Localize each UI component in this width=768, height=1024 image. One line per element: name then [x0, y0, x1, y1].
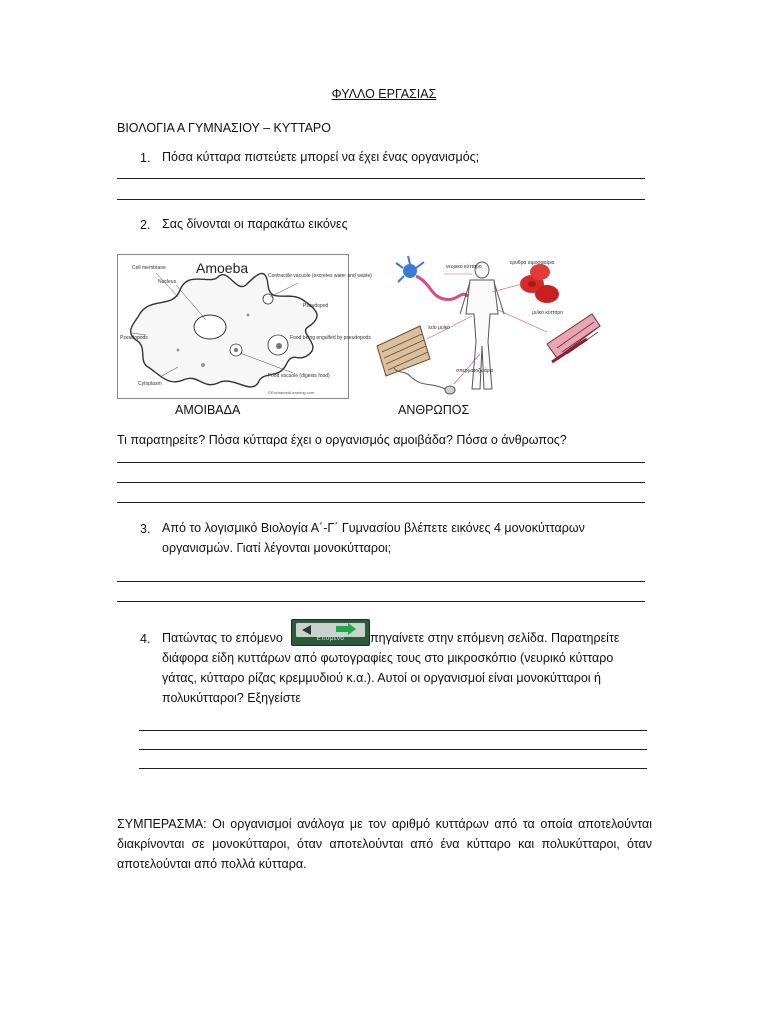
conclusion-label: ΣΥΜΠΕΡΑΣΜΑ:	[117, 817, 207, 831]
next-button-image	[291, 619, 370, 646]
label-pseudopod: Pseudopod	[303, 303, 329, 309]
page-title: ΦΥΛΛΟ ΕΡΓΑΣΙΑΣ	[331, 87, 437, 101]
answer-line[interactable]	[117, 482, 645, 483]
forward-arrow-icon	[336, 626, 348, 632]
answer-line[interactable]	[139, 749, 647, 750]
q2-followup-text: Τι παρατηρείτε? Πόσα κύτταρα έχει ο οργανισμός αμοιβάδα? Πόσα ο άνθρωπος?	[117, 433, 567, 447]
q2-number: 2.	[140, 218, 151, 232]
q4-text-line4: πολυκύτταροι? Εξηγείστε	[162, 691, 301, 705]
conclusion-paragraph	[117, 814, 652, 874]
q3-text-line2: οργανισμών. Γιατί λέγονται μονοκύτταροι;	[162, 541, 392, 555]
conclusion-text: Οι οργανισμοί ανάλογα με τον αριθμό κυττάρων από τα οποία αποτελούνται διακρίνονται σε μονοκύτταροι, όταν αποτελούνται από ένα κύτταρο και πολυκύτταροι, όταν αποτελούνται από πολλά κύτταρα.	[117, 817, 652, 871]
sperm-icon	[394, 368, 455, 394]
label-red-blood-cells: ερυθρά αιμοσφαίρια	[510, 260, 555, 266]
answer-line[interactable]	[139, 730, 647, 731]
amoeba-diagram	[118, 255, 372, 398]
q1-text: Πόσα κύτταρα πιστεύετε μπορεί να έχει ένας οργανισμός;	[162, 150, 480, 164]
human-cells-diagram	[372, 254, 612, 397]
q3-number: 3.	[140, 522, 151, 536]
q1-number: 1.	[140, 151, 151, 165]
amoeba-figure	[117, 254, 372, 399]
q2-text: Σας δίνονται οι παρακάτω εικόνες	[162, 217, 348, 231]
next-button-label: Επόμενο	[316, 636, 345, 642]
muscle-cell-icon	[547, 314, 600, 362]
q4-number: 4.	[140, 632, 151, 646]
label-pseudopods: Pseudopods	[120, 335, 148, 341]
label-smooth-muscle: λείο μυϊκό	[428, 325, 450, 331]
label-food-engulfed: Food being engulfed by pseudopods	[290, 335, 371, 341]
q4-text-line3: γάτας, κύτταρο ρίζας κρεμμυδιού κ.α.). Αυτοί οι οργανισμοί είναι μονοκύτταροι ή	[162, 671, 602, 685]
label-food-vacuole: Food vacuole (digests food)	[268, 373, 330, 379]
answer-line[interactable]	[117, 178, 645, 179]
label-cytoplasm: Cytoplasm	[138, 381, 162, 387]
answer-line[interactable]	[117, 601, 645, 602]
q4-text-after: πηγαίνετε στην επόμενη σελίδα. Παρατηρείτε	[370, 631, 620, 645]
nerve-cell-icon	[396, 256, 468, 299]
label-cell-membrane: Cell membrane	[132, 265, 166, 271]
label-sperm: σπερματοζωάριο	[456, 368, 494, 374]
answer-line[interactable]	[117, 502, 645, 503]
smooth-muscle-icon	[377, 326, 430, 376]
answer-line[interactable]	[117, 462, 645, 463]
label-nucleus: Nucleus	[158, 279, 177, 285]
label-contractile-vacuole: Contractile vacuole (excretes water and waste)	[268, 273, 372, 279]
red-blood-cells-icon	[520, 264, 559, 303]
label-muscle-cell: μυϊκό κύτταρο	[532, 310, 563, 316]
credit-text: ©EnchantedLearning.com	[268, 390, 315, 395]
human-caption: ΑΝΘΡΩΠΟΣ	[398, 403, 470, 417]
q3-text-line1: Από το λογισμικό Βιολογία Α΄-Γ΄ Γυμνασίου βλέπετε εικόνες 4 μονοκύτταρων	[162, 521, 585, 535]
label-nerve-cell: νευρικό κύτταρο	[446, 264, 482, 270]
q4-text-line2: διάφορα είδη κυττάρων από φωτογραφίες τους στο μικροσκόπιο (νευρικό κύτταρο	[162, 651, 614, 665]
answer-line[interactable]	[139, 768, 647, 769]
amoeba-caption: ΑΜΟΙΒΑΔΑ	[175, 403, 241, 417]
back-arrow-icon	[302, 625, 311, 635]
answer-line[interactable]	[117, 581, 645, 582]
q4-text-before: Πατώντας το επόμενο	[162, 631, 283, 645]
amoeba-title: Amoeba	[196, 260, 249, 276]
page-subtitle: ΒΙΟΛΟΓΙΑ Α ΓΥΜΝΑΣΙΟΥ – ΚΥΤΤΑΡΟ	[117, 121, 331, 135]
answer-line[interactable]	[117, 199, 645, 200]
human-cells-figure	[372, 254, 612, 397]
